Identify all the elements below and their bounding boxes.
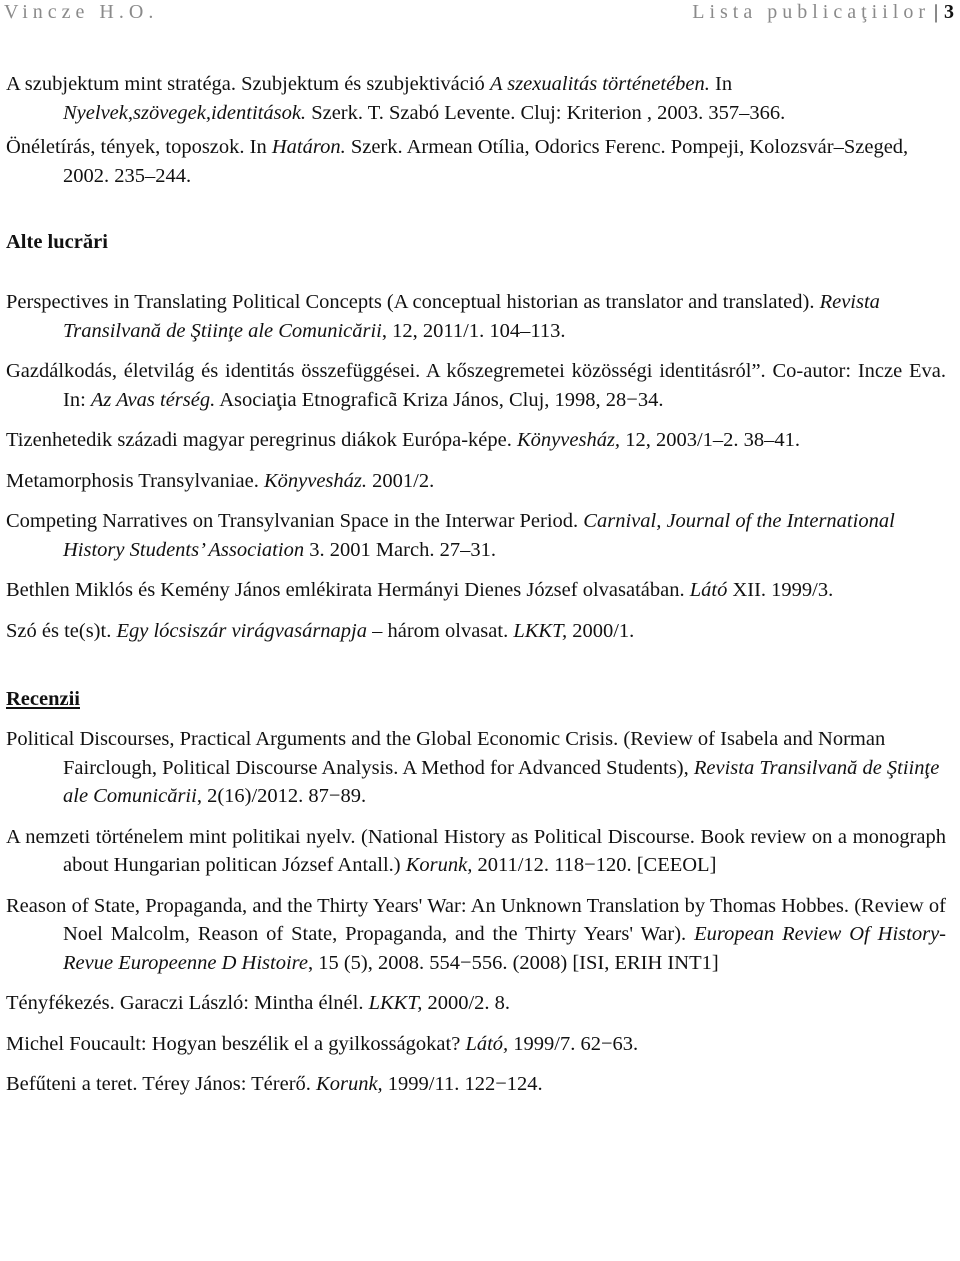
list-item bbox=[6, 467, 946, 496]
italic-text: Határon. bbox=[271, 136, 346, 158]
list-item bbox=[6, 725, 946, 811]
list-item bbox=[6, 823, 946, 880]
entry-text: – három olvasat. bbox=[367, 619, 514, 642]
list-item bbox=[6, 1070, 946, 1099]
entry-text: Szó és te(s)t. bbox=[6, 619, 117, 642]
italic-text: European Review Of History-Revue Europeenne D Histoire bbox=[63, 923, 946, 974]
entry-text: Competing Narratives on Transylvanian Space in the Interwar Period. bbox=[6, 510, 584, 532]
list-item bbox=[6, 892, 946, 978]
entry-text: 2001/2. bbox=[367, 469, 435, 492]
list-item bbox=[6, 1030, 946, 1059]
italic-text: Korunk, bbox=[316, 1073, 383, 1095]
italic-text: Egy lócsiszár virágvasárnapja bbox=[116, 619, 367, 642]
section-heading-other-works: Alte lucrări bbox=[6, 231, 108, 253]
section-heading-reviews: Recenzii bbox=[6, 688, 80, 710]
entry-text: 2000/1. bbox=[567, 619, 635, 642]
list-item bbox=[6, 576, 946, 605]
list-item bbox=[6, 133, 946, 190]
italic-text: Az Avas térség. bbox=[90, 388, 216, 411]
entry-text: Befűteni a teret. Térey János: Térerő. bbox=[6, 1073, 317, 1095]
italic-text: LKKT, bbox=[513, 619, 568, 642]
header-title: Lista publicaţiilor bbox=[692, 1, 930, 23]
header-right bbox=[692, 0, 954, 24]
entry-text: In bbox=[709, 73, 733, 95]
entry-text: Szerk. Armean Otília, Odorics Ferenc. Pompeji, Kolozsvár–Szeged, 2002. 235–244. bbox=[63, 136, 909, 187]
entry-text: 3. 2001 March. 27–31. bbox=[304, 538, 496, 561]
list-item bbox=[6, 989, 946, 1018]
entry-text: A szubjektum mint stratéga. Szubjektum és szubjektiváció bbox=[6, 73, 490, 95]
italic-text: Látó, bbox=[465, 1032, 509, 1055]
entry-text: Tizenhetedik századi magyar peregrinus diákok Európa-képe. bbox=[6, 429, 517, 451]
header-author: Vincze H.O. bbox=[4, 1, 159, 23]
list-item bbox=[6, 507, 946, 564]
list-item bbox=[6, 426, 946, 455]
italic-text: Revista Transilvană de Ştiinţe ale Comunicării bbox=[63, 291, 880, 342]
italic-text: LKKT, bbox=[368, 992, 423, 1014]
italic-text: Nyelvek,szövegek,identitások. bbox=[63, 101, 307, 124]
entry-text: 2011/12. 118−120. [CEEOL] bbox=[472, 854, 717, 876]
italic-text: Látó bbox=[689, 579, 728, 601]
entry-text: , 12, 2011/1. 104–113. bbox=[381, 319, 566, 342]
entry-text: Bethlen Miklós és Kemény János emlékirata Hermányi Dienes József olvasatában. bbox=[6, 579, 690, 601]
list-item bbox=[6, 288, 946, 345]
entry-text: 2000/2. 8. bbox=[422, 992, 511, 1014]
publication-list bbox=[6, 70, 946, 1099]
italic-text: Korunk, bbox=[405, 854, 473, 876]
entry-text: , 15 (5), 2008. 554−556. (2008) [ISI, ERIH INT1] bbox=[307, 951, 719, 974]
italic-text: Könyvesház. bbox=[263, 469, 368, 492]
italic-text: A szexualitás történetében. bbox=[489, 73, 710, 95]
entry-text: A nemzeti történelem mint politikai nyelv. (National History as Political Discourse. Book review on a monograph about Hungarian politican József Antall.) bbox=[6, 825, 946, 876]
entry-text: Önéletírás, tények, toposzok. In bbox=[6, 136, 272, 158]
entry-text: , 2(16)/2012. 87−89. bbox=[196, 785, 367, 807]
entry-text: Michel Foucault: Hogyan beszélik el a gyilkosságokat? bbox=[6, 1032, 466, 1055]
italic-text: Carnival, Journal of the International History Students’ Association bbox=[63, 510, 895, 561]
entry-text: Political Discourses, Practical Arguments and the Global Economic Crisis. (Review of Isabela and Norman Fairclough, Political Discourse Analysis. A Method for Advanced Students), bbox=[6, 728, 886, 779]
list-item bbox=[6, 70, 946, 127]
entry-text: Perspectives in Translating Political Concepts (A conceptual historian as translator and translated). bbox=[6, 291, 820, 313]
entry-text: 12, 2003/1–2. 38–41. bbox=[620, 429, 801, 451]
entry-text: Asociaţia Etnograficã Kriza János, Cluj, 1998, 28−34. bbox=[215, 388, 664, 411]
running-header bbox=[0, 0, 960, 26]
list-item bbox=[6, 617, 946, 646]
entry-text: Metamorphosis Transylvaniae. bbox=[6, 469, 264, 492]
entry-text: 1999/11. 122−124. bbox=[382, 1073, 543, 1095]
entry-text: 1999/7. 62−63. bbox=[508, 1032, 639, 1055]
entry-text: Gazdálkodás, életvilág és identitás összefüggései. A kőszegremetei közösségi identitásról”. Co-autor: Incze Eva. In: bbox=[6, 360, 946, 411]
italic-text: Könyvesház, bbox=[517, 429, 621, 451]
entry-text: Reason of State, Propaganda, and the Thirty Years' War: An Unknown Translation by Thomas Hobbes. (Review of Noel Malcolm, Reason of State, Propaganda, and the Thirty Years' War). bbox=[6, 894, 946, 945]
entry-text: Szerk. T. Szabó Levente. Cluj: Kriterion , 2003. 357–366. bbox=[306, 101, 786, 124]
list-item bbox=[6, 357, 946, 414]
italic-text: Revista Transilvană de Ştiinţe ale Comunicării bbox=[63, 756, 940, 807]
header-separator: | bbox=[933, 1, 938, 23]
page-number: 3 bbox=[944, 1, 954, 23]
entry-text: Tényfékezés. Garaczi László: Mintha élnél. bbox=[6, 992, 369, 1014]
entry-text: XII. 1999/3. bbox=[727, 579, 834, 601]
